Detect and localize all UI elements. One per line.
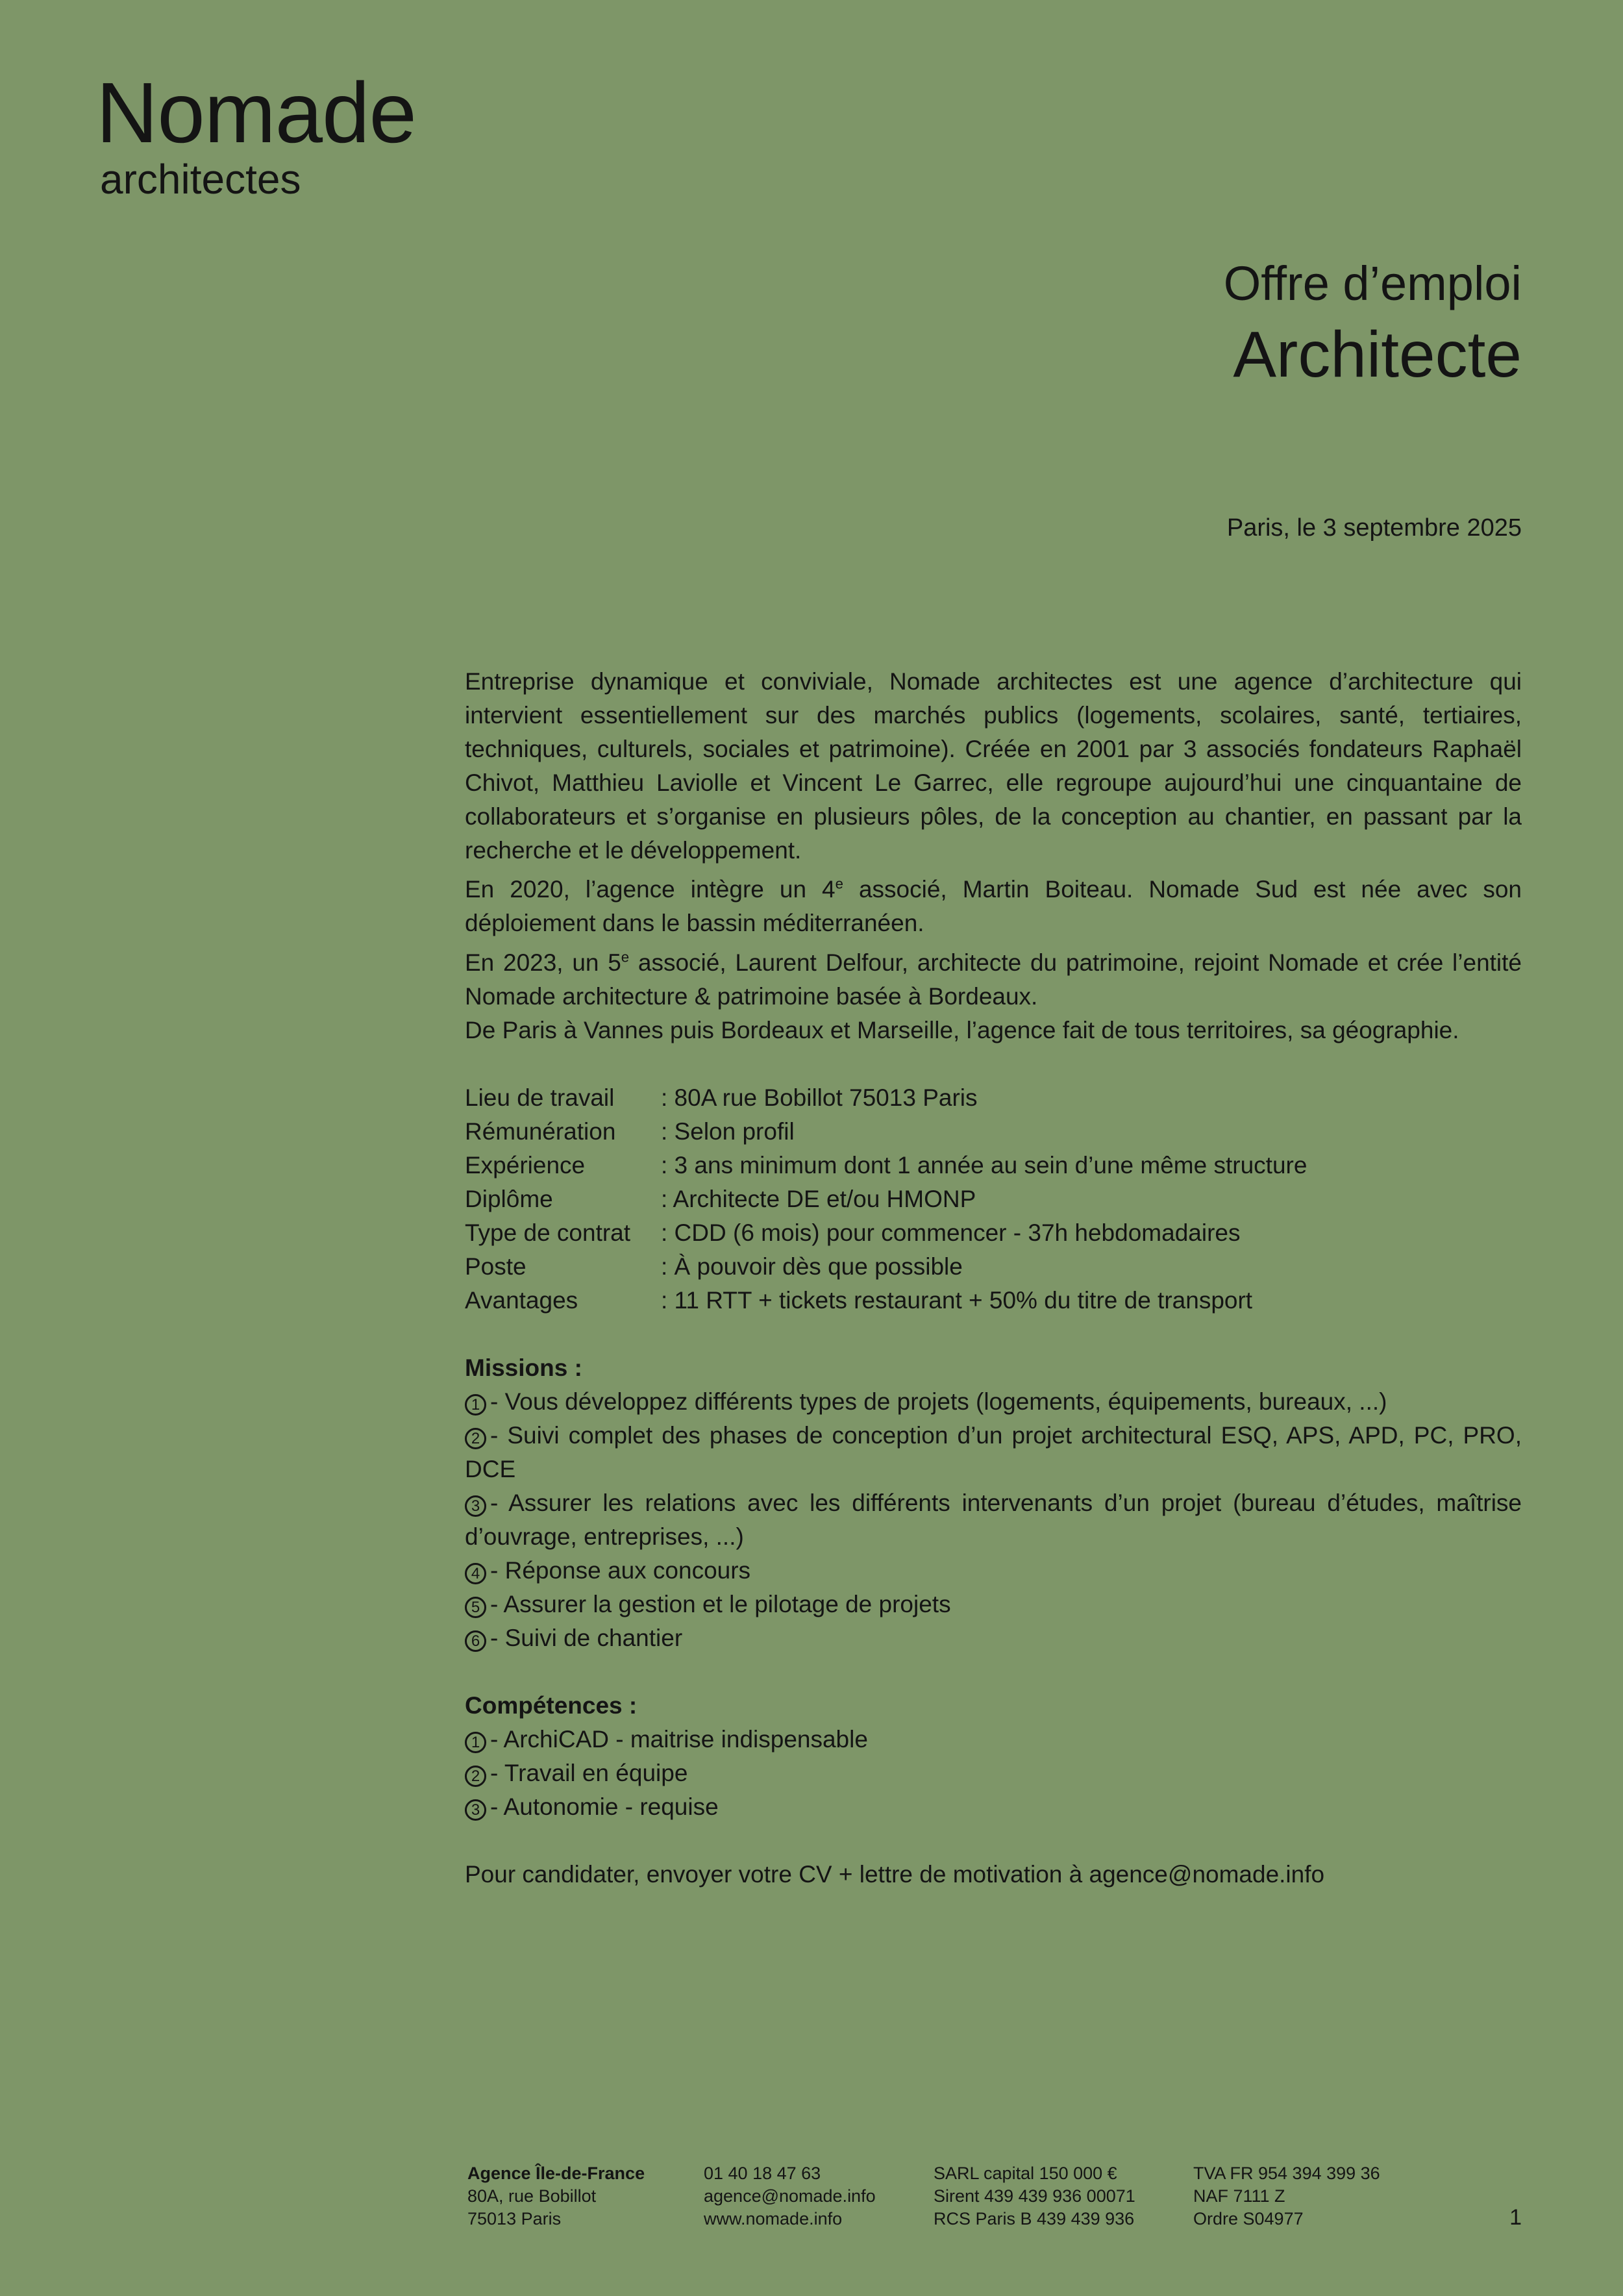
mission-text: - Assurer les relations avec les différents intervenants d’un projet (bureau d’études, maîtrise d’ouvrage, entreprises, ...) [465, 1489, 1522, 1550]
footer-agency [467, 2162, 704, 2230]
info-label: Lieu de travail [465, 1084, 615, 1111]
logo-subtitle: architectes [100, 156, 301, 203]
footer-capital: SARL capital 150 000 € [934, 2164, 1117, 2183]
page-number: 1 [1509, 2205, 1522, 2230]
page-title: Architecte [1233, 318, 1522, 392]
intro-text: En 2023, un 5e associé, Laurent Delfour, architecte du patrimoine, rejoint Nomade et crée l’entité Nomade architecture & patrimoine basée à Bordeaux. [465, 949, 1522, 1010]
footer-phone: 01 40 18 47 63 [704, 2164, 821, 2183]
footer-agency-name: Agence Île-de-France [467, 2164, 645, 2183]
missions-list [465, 1385, 1522, 1655]
footer-order: Ordre S04977 [1193, 2209, 1304, 2228]
info-value: : CDD (6 mois) pour commencer - 37h hebdomadaires [661, 1219, 1241, 1246]
footer-naf: NAF 7111 Z [1193, 2186, 1285, 2206]
competences-list [465, 1723, 1522, 1824]
info-value: : À pouvoir dès que possible [661, 1253, 963, 1280]
footer-rcs: RCS Paris B 439 439 936 [934, 2209, 1135, 2228]
job-info [465, 1081, 1522, 1317]
footer-contact [704, 2162, 934, 2230]
info-row [465, 1250, 1522, 1284]
mission-text: - Réponse aux concours [490, 1556, 751, 1584]
footer-address-street: 80A, rue Bobillot [467, 2186, 597, 2206]
footer-email: agence@nomade.info [704, 2186, 876, 2206]
intro-text: En 2020, l’agence intègre un 4e associé, Martin Boiteau. Nomade Sud est née avec son déploiement dans le bassin méditerranéen. [465, 876, 1522, 937]
info-label: Type de contrat [465, 1219, 631, 1246]
info-value: : 3 ans minimum dont 1 année au sein d’une même structure [661, 1151, 1307, 1179]
mission-item [465, 1588, 1522, 1621]
competence-item [465, 1790, 1522, 1824]
number-badge: 6 [465, 1630, 486, 1652]
info-value: : 11 RTT + tickets restaurant + 50% du titre de transport [661, 1286, 1253, 1314]
number-badge: 1 [465, 1394, 486, 1416]
number-badge: 2 [465, 1766, 486, 1787]
apply-instructions: Pour candidater, envoyer votre CV + lettre de motivation à agence@nomade.info [465, 1860, 1325, 1888]
number-badge: 2 [465, 1428, 486, 1449]
competence-item [465, 1723, 1522, 1756]
footer-website: www.nomade.info [704, 2209, 843, 2228]
intro-paragraph [465, 867, 1522, 940]
number-badge: 4 [465, 1563, 486, 1584]
mission-text: - Suivi complet des phases de conception d’un projet architectural ESQ, APS, APD, PC, PRO, DCE [465, 1421, 1522, 1482]
info-label: Rémunération [465, 1117, 616, 1145]
mission-item [465, 1621, 1522, 1655]
intro-paragraph: De Paris à Vannes puis Bordeaux et Marseille, l’agence fait de tous territoires, sa géographie. [465, 1016, 1459, 1043]
info-row [465, 1284, 1522, 1317]
mission-item [465, 1419, 1522, 1486]
number-badge: 3 [465, 1495, 486, 1517]
date: Paris, le 3 septembre 2025 [1226, 514, 1522, 542]
mission-text: - Assurer la gestion et le pilotage de projets [490, 1590, 951, 1617]
intro-paragraph [465, 940, 1522, 1013]
competence-item [465, 1756, 1522, 1790]
mission-text: - Suivi de chantier [490, 1624, 683, 1651]
footer-registration [1193, 2162, 1388, 2230]
intro-paragraph: Entreprise dynamique et conviviale, Nomade architectes est une agence d’architecture qui intervient essentiellement sur des marchés publics (logements, scolaires, santé, tertiaires, techniques, culturels, sociales et patrimoine). Créée en 2001 par 3 associés fondateurs Raphaël Chivot, Matthieu Laviolle et Vincent Le Garrec, elle regroupe aujourd’hui une cinquantaine de collaborateurs et s’organise en plusieurs pôles, de la conception au chantier, en passant par la recherche et le développement. [465, 668, 1522, 864]
mission-item [465, 1385, 1522, 1419]
number-badge: 5 [465, 1597, 486, 1618]
heading [1224, 257, 1522, 390]
footer-vat: TVA FR 954 394 399 36 [1193, 2164, 1380, 2183]
competence-text: - Autonomie - requise [490, 1793, 719, 1820]
heading-kicker: Offre d’emploi [1223, 256, 1522, 310]
info-label: Expérience [465, 1151, 586, 1179]
logo [96, 65, 416, 203]
logo-name: Nomade [96, 65, 416, 160]
mission-text: - Vous développez différents types de projets (logements, équipements, bureaux, ...) [490, 1388, 1387, 1415]
footer-siret: Sirent 439 439 936 00071 [934, 2186, 1135, 2206]
mission-item [465, 1486, 1522, 1554]
info-row [465, 1182, 1522, 1216]
info-value: : 80A rue Bobillot 75013 Paris [661, 1084, 978, 1111]
info-value: : Selon profil [661, 1117, 795, 1145]
number-badge: 3 [465, 1799, 486, 1821]
info-row [465, 1081, 1522, 1115]
missions-title: Missions : [465, 1354, 582, 1381]
footer-address-city: 75013 Paris [467, 2209, 562, 2228]
competence-text: - ArchiCAD - maitrise indispensable [490, 1725, 868, 1753]
info-value: : Architecte DE et/ou HMONP [661, 1185, 976, 1212]
info-row [465, 1149, 1522, 1182]
number-badge: 1 [465, 1732, 486, 1753]
footer [467, 2162, 1388, 2230]
info-label: Diplôme [465, 1185, 553, 1212]
intro [465, 665, 1522, 1047]
footer-legal [934, 2162, 1193, 2230]
competences-title: Compétences : [465, 1691, 638, 1719]
competence-text: - Travail en équipe [490, 1759, 688, 1786]
info-label: Avantages [465, 1286, 578, 1314]
main-content [465, 665, 1522, 1891]
info-row [465, 1216, 1522, 1250]
mission-item [465, 1554, 1522, 1588]
info-row [465, 1115, 1522, 1149]
info-label: Poste [465, 1253, 527, 1280]
